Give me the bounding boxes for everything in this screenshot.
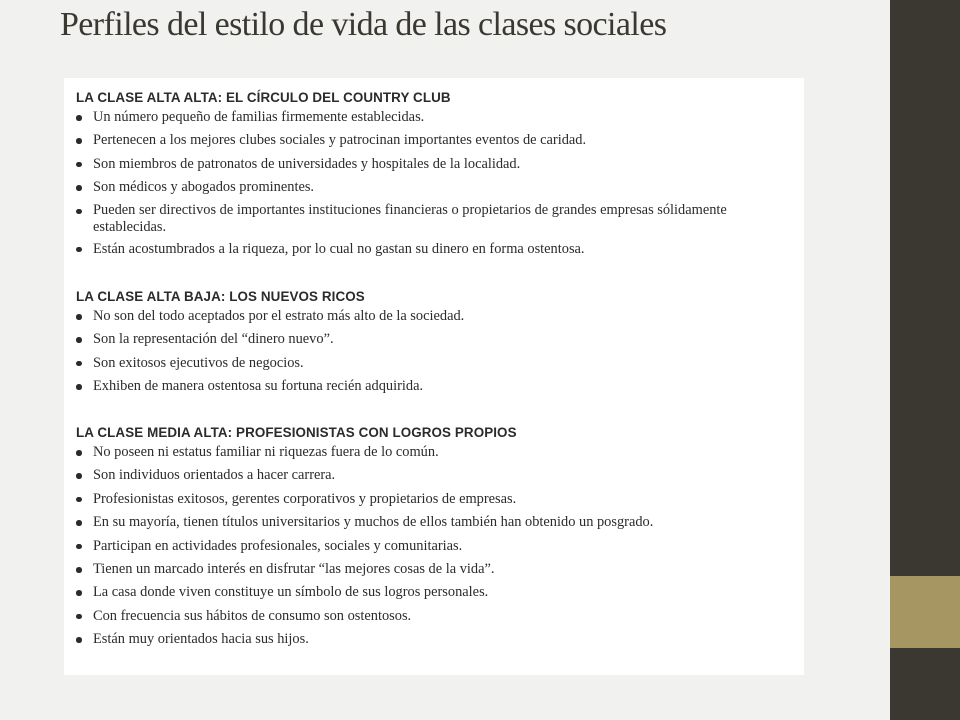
list-item: Son la representación del “dinero nuevo”. bbox=[76, 330, 796, 349]
bullet-icon bbox=[76, 185, 82, 191]
slide-title: Perfiles del estilo de vida de las clases sociales bbox=[60, 6, 667, 43]
list-item: Son miembros de patronatos de universidades y hospitales de la localidad. bbox=[76, 155, 796, 174]
bullet-icon bbox=[76, 115, 82, 121]
section-heading: LA CLASE ALTA BAJA: LOS NUEVOS RICOS bbox=[76, 289, 365, 304]
bullet-list bbox=[76, 108, 796, 259]
content-card bbox=[64, 78, 804, 675]
bullet-list bbox=[76, 307, 796, 397]
section-alta-alta bbox=[76, 88, 796, 263]
section-media-alta bbox=[76, 423, 796, 654]
bullet-icon bbox=[76, 162, 82, 168]
list-item: Están acostumbrados a la riqueza, por lo cual no gastan su dinero en forma ostentosa. bbox=[76, 240, 796, 259]
list-item: Tienen un marcado interés en disfrutar “las mejores cosas de la vida”. bbox=[76, 560, 796, 579]
bullet-icon bbox=[76, 497, 82, 503]
bullet-icon bbox=[76, 614, 82, 620]
bullet-icon bbox=[76, 384, 82, 390]
bullet-icon bbox=[76, 590, 82, 596]
section-heading: LA CLASE ALTA ALTA: EL CÍRCULO DEL COUNTRY CLUB bbox=[76, 90, 451, 105]
list-item: Están muy orientados hacia sus hijos. bbox=[76, 630, 796, 649]
section-alta-baja bbox=[76, 287, 796, 401]
list-item: Pertenecen a los mejores clubes sociales y patrocinan importantes eventos de caridad. bbox=[76, 131, 796, 150]
bullet-icon bbox=[76, 473, 82, 479]
bullet-icon bbox=[76, 567, 82, 573]
bullet-icon bbox=[76, 520, 82, 526]
list-item: Son médicos y abogados prominentes. bbox=[76, 178, 796, 197]
bullet-icon bbox=[76, 361, 82, 367]
bullet-icon bbox=[76, 544, 82, 550]
list-item: Son exitosos ejecutivos de negocios. bbox=[76, 354, 796, 373]
list-item: Pueden ser directivos de importantes instituciones financieras o propietarios de grandes empresas sólidamente establecidas. bbox=[76, 202, 793, 236]
bullet-icon bbox=[76, 209, 82, 215]
bullet-icon bbox=[76, 314, 82, 320]
list-item: Profesionistas exitosos, gerentes corporativos y propietarios de empresas. bbox=[76, 490, 796, 509]
list-item: En su mayoría, tienen títulos universitarios y muchos de ellos también han obtenido un posgrado. bbox=[76, 513, 796, 532]
bullet-icon bbox=[76, 247, 82, 253]
section-heading: LA CLASE MEDIA ALTA: PROFESIONISTAS CON LOGROS PROPIOS bbox=[76, 425, 517, 440]
right-accent-block bbox=[890, 576, 960, 648]
list-item: La casa donde viven constituye un símbolo de sus logros personales. bbox=[76, 583, 796, 602]
bullet-list bbox=[76, 443, 796, 650]
list-item: Con frecuencia sus hábitos de consumo son ostentosos. bbox=[76, 607, 796, 626]
list-item: Un número pequeño de familias firmemente establecidas. bbox=[76, 108, 796, 127]
bullet-icon bbox=[76, 637, 82, 643]
list-item: No poseen ni estatus familiar ni riquezas fuera de lo común. bbox=[76, 443, 796, 462]
bullet-icon bbox=[76, 138, 82, 144]
list-item: Participan en actividades profesionales, sociales y comunitarias. bbox=[76, 537, 796, 556]
bullet-icon bbox=[76, 337, 82, 343]
bullet-icon bbox=[76, 450, 82, 456]
list-item: Son individuos orientados a hacer carrera. bbox=[76, 466, 796, 485]
list-item: No son del todo aceptados por el estrato más alto de la sociedad. bbox=[76, 307, 796, 326]
list-item: Exhiben de manera ostentosa su fortuna recién adquirida. bbox=[76, 377, 796, 396]
